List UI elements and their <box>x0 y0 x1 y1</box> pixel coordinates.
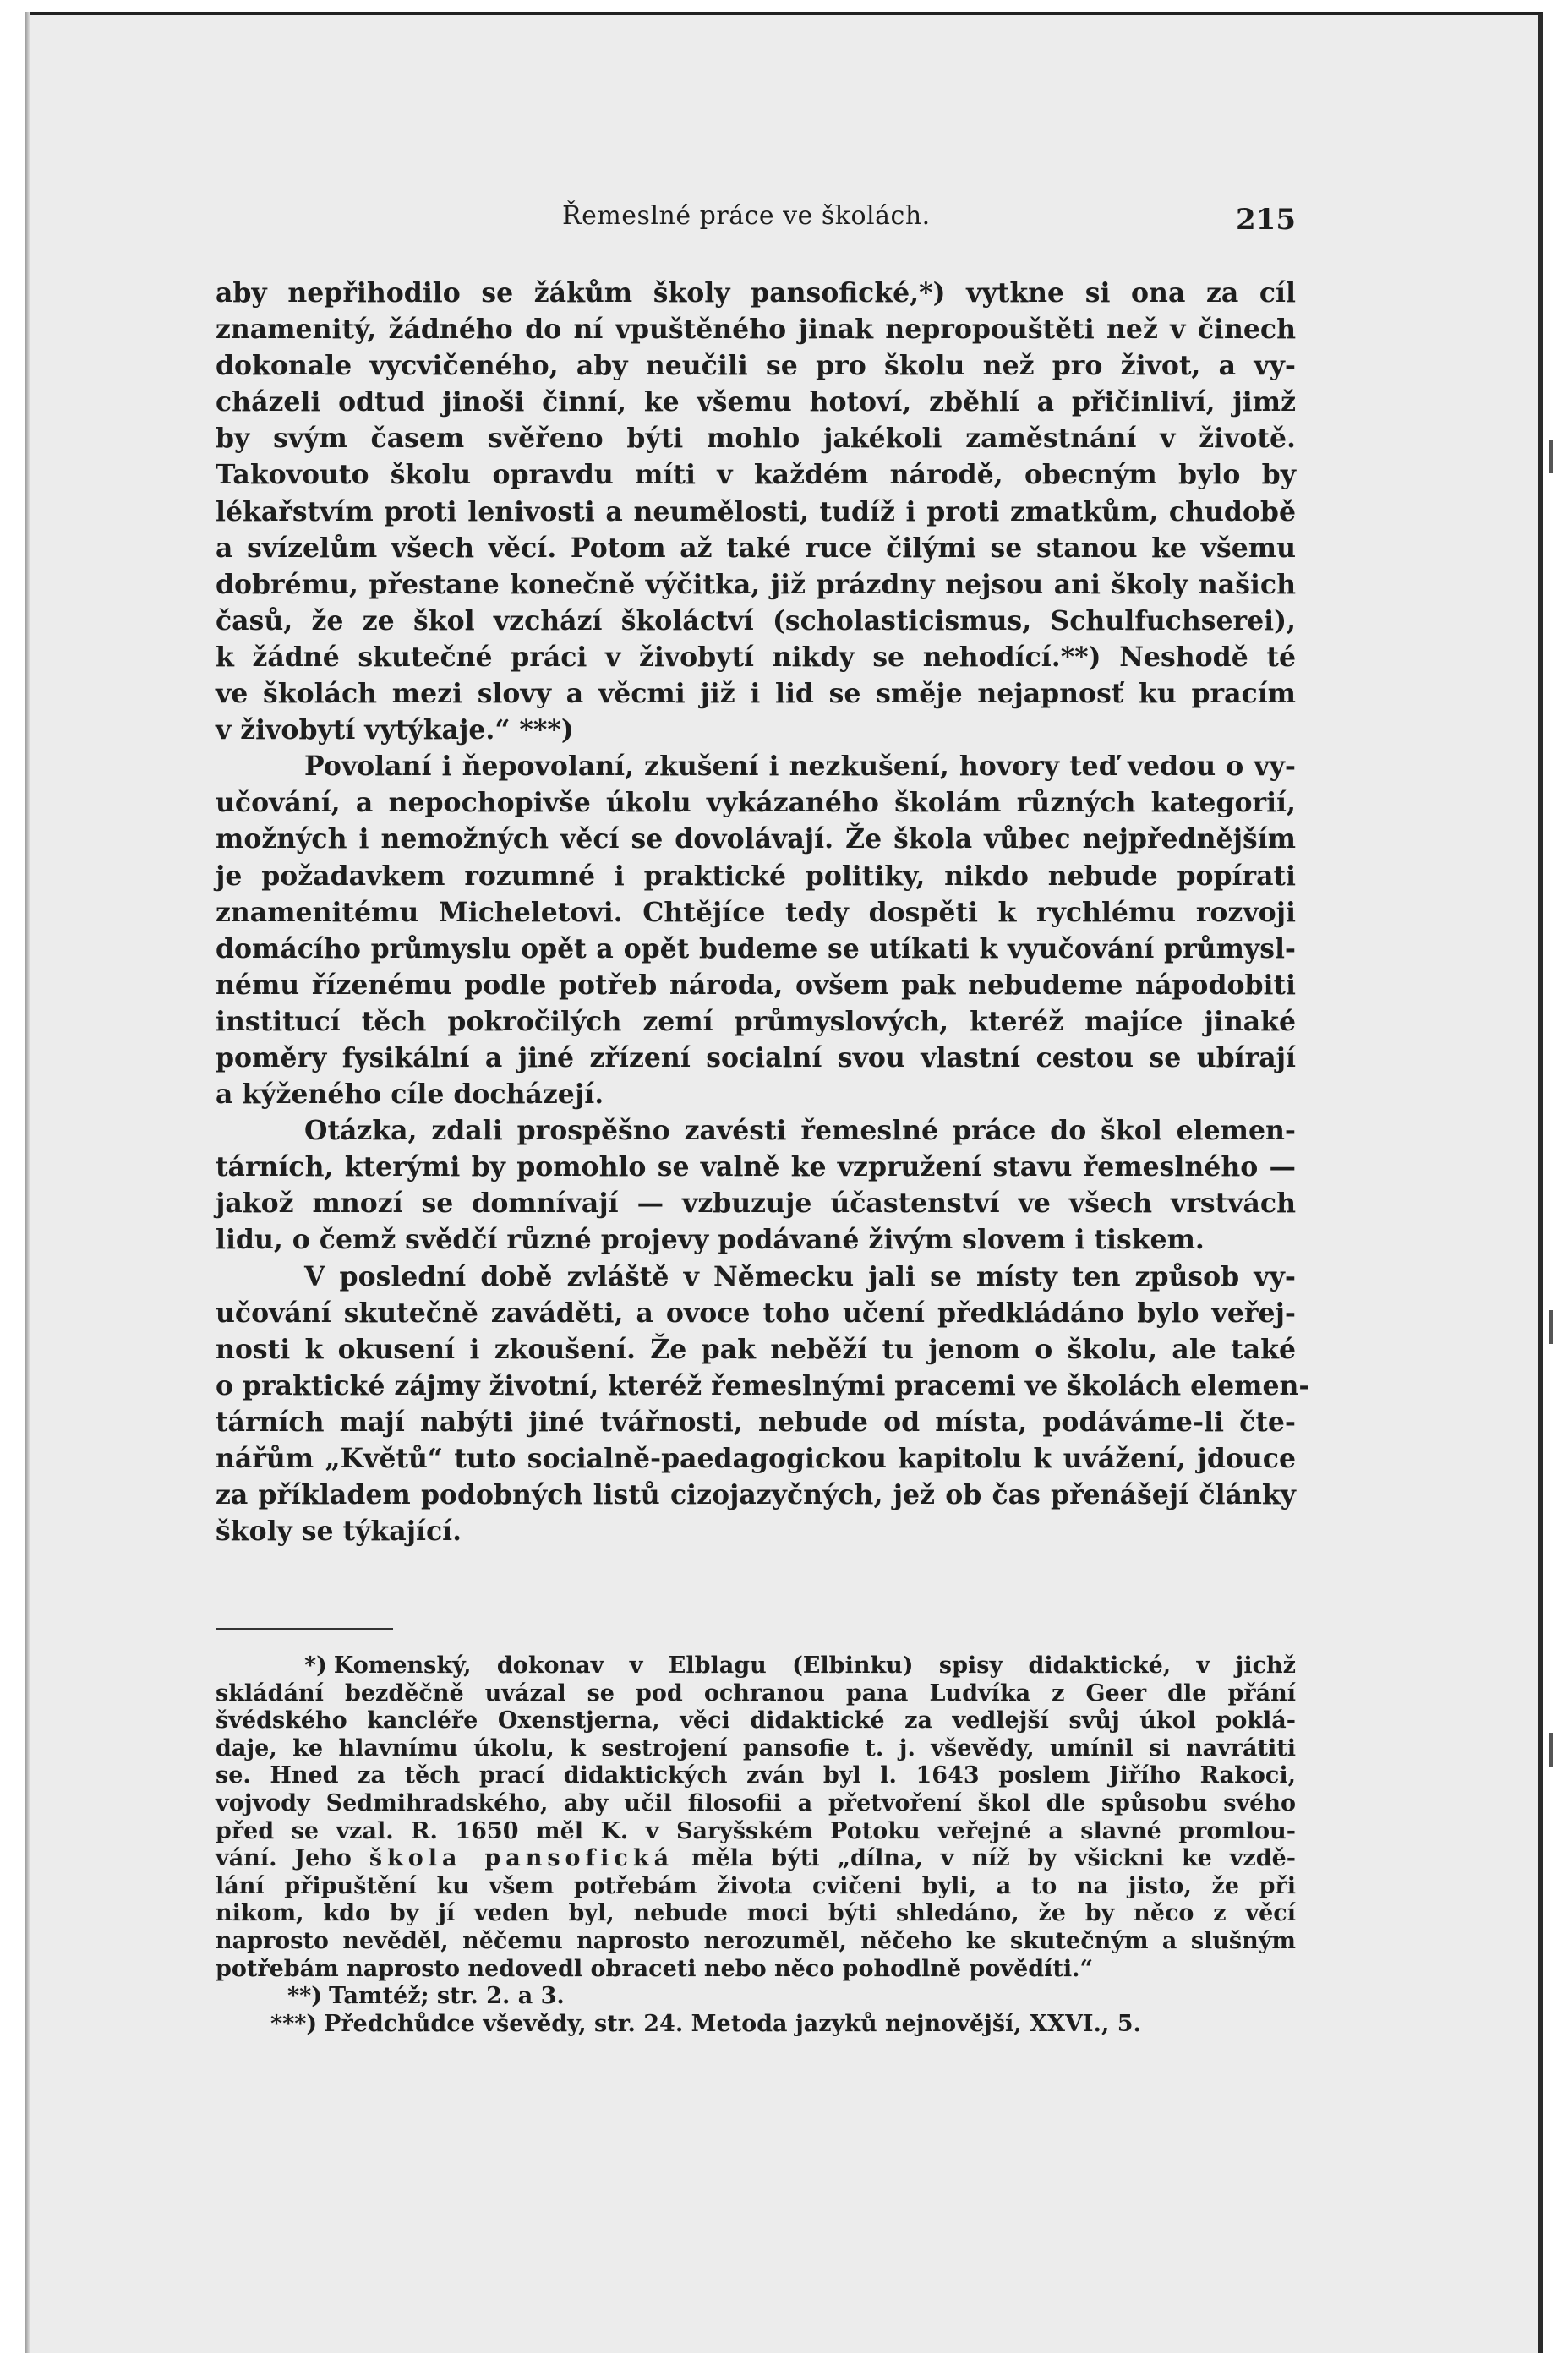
text-line: o praktické zájmy životní, kteréž řemeslnými pracemi ve školách elemen- <box>216 1369 1310 1401</box>
text-line: cházeli odtud jinoši činní, ke všemu hotoví, zběhlí a přičinliví, jimž <box>216 386 1296 418</box>
footnote-line <box>216 1845 1296 1873</box>
footnote-marker: *) <box>304 1652 327 1679</box>
footnote-marker: **) <box>287 1983 323 2010</box>
text-line: Povolaní i ňepovolaní, zkušení i nezkušení, hovory teď vedou o vy- <box>304 751 1296 783</box>
text-line: nářům „Květů“ tuto socialně-paedagogickou kapitolu k uvážení, jdouce <box>216 1443 1296 1474</box>
running-title: Řemeslné práce ve školách. <box>562 201 931 231</box>
paragraph <box>216 275 1296 748</box>
text-line: by svým časem svěřeno býti mohlo jakékoli zaměstnání v životě. <box>216 423 1296 455</box>
edge-marks <box>1544 338 1553 2029</box>
text-line: znamenitému Micheletovi. Chtějíce tedy dospěti k rychlému rozvoji <box>216 896 1296 928</box>
footnote-line: se. Hned za těch prací didaktických zván byl l. 1643 poslem Jiřího Rakoci, <box>216 1762 1296 1789</box>
edge-mark <box>1549 440 1553 473</box>
text-line: nému řízenému podle potřeb národa, ovšem pak nebudeme nápodobiti <box>216 969 1296 1001</box>
text-line: ve školách mezi slovy a věcmi již i lid se směje nejapnosť ku pracím <box>216 678 1296 710</box>
footnote-line: lání připuštění ku všem potřebám života cvičeni byli, a to na jisto, že při <box>216 1872 1296 1899</box>
footnote-line <box>216 1652 1296 1680</box>
edge-mark <box>1549 1310 1553 1344</box>
emphasized-text: škola pansofická <box>369 1845 675 1872</box>
footnote-line: skládání bezděčně uvázal se pod ochranou pana Ludvíka z Geer dle přání <box>216 1680 1296 1707</box>
text-line: poměry fysikální a jiné zřízení socialní svou vlastní cestou se ubírají <box>216 1041 1296 1073</box>
footnote-line: před se vzal. R. 1650 měl K. v Saryšském Potoku veřejné a slavné promlou- <box>216 1817 1296 1844</box>
text-line: institucí těch pokročilých zemí průmyslových, kteréž majíce jinaké <box>216 1005 1296 1037</box>
text-line: možných i nemožných věcí se dovolávají. Že škola vůbec nejpřednějším <box>216 823 1296 855</box>
paragraph <box>216 1112 1296 1258</box>
paragraph <box>216 1259 1310 1550</box>
page-number: 215 <box>1236 203 1296 237</box>
text-line: nosti k okusení i zkoušení. Že pak neběží tu jenom o školu, ale také <box>216 1333 1296 1365</box>
text-line: V poslední době zvláště v Německu jali se místy ten způsob vy- <box>304 1260 1296 1292</box>
footnote-text: Předchůdce vševědy, str. 24. Metoda jazyků nejnovější, XXVI., 5. <box>324 2010 1141 2037</box>
footnote <box>216 1652 1296 1983</box>
text-line: za příkladem podobných listů cizojazyčných, jež ob čas přenášejí články <box>216 1479 1296 1511</box>
paragraph <box>216 748 1296 1112</box>
text-line: aby nepřihodilo se žákům školy pansofické,*) vytkne si ona za cíl <box>216 277 1296 309</box>
text-line: znamenitý, žádného do ní vpuštěného jinak nepropouštěti než v činech <box>216 314 1296 346</box>
text-line: lékařstvím proti lenivosti a neumělosti, tudíž i proti zmatkům, chudobě <box>216 495 1296 527</box>
footnotes <box>216 1652 1296 2038</box>
text-line: jakož mnozí se domnívají — vzbuzuje účastenství ve všech vrstvách <box>216 1188 1296 1220</box>
footnote <box>216 2011 1296 2039</box>
text-line: a svízelům všech věcí. Potom až také ruce čilými se stanou ke všemu <box>216 532 1296 564</box>
footnote-line: naprosto nevěděl, něčemu naprosto nerozuměl, něčeho ke skutečným a slušným <box>216 1927 1296 1954</box>
text-line: tárních mají nabýti jiné tvářnosti, nebude od místa, podáváme-li čte- <box>216 1406 1296 1438</box>
text-line: Takovouto školu opravdu míti v každém národě, obecným bylo by <box>216 459 1296 491</box>
page-shadow <box>25 12 30 2353</box>
text-line: dokonale vycvičeného, aby neučili se pro školu než pro život, a vy- <box>216 350 1296 382</box>
footnote-text: Tamtéž; str. 2. a 3. <box>329 1983 565 2010</box>
text-line: v živobytí vytýkaje.“ ***) <box>216 714 574 746</box>
footnote-line: daje, ke hlavnímu úkolu, k sestrojení pansofie t. j. vševědy, umínil si navrátiti <box>216 1734 1296 1761</box>
body-text <box>216 275 1310 1549</box>
edge-mark <box>1549 1733 1553 1767</box>
footnote-line: potřebám naprosto nedovedl obraceti nebo něco pohodlně povědíti.“ <box>216 1955 1094 1982</box>
text-line: dobrému, přestane konečně výčitka, již prázdny nejsou ani školy našich <box>216 568 1296 600</box>
footnote-text: vání. Jeho <box>216 1845 352 1872</box>
footnote-line: vojvody Sedmihradského, aby učil filosofii a přetvoření škol dle spůsobu svého <box>216 1789 1296 1816</box>
text-line: školy se týkající. <box>216 1516 462 1548</box>
text-line: tárních, kterými by pomohlo se valně ke vzpružení stavu řemeslného — <box>216 1151 1296 1183</box>
text-line: Otázka, zdali prospěšno zavésti řemeslné práce do škol elemen- <box>304 1115 1296 1147</box>
page-header <box>216 201 1296 243</box>
text-line: k žádné skutečné práci v živobytí nikdy se nehodící.**) Neshodě té <box>216 641 1296 673</box>
text-line: učování, a nepochopivše úkolu vykázaného školám různých kategorií, <box>216 787 1296 819</box>
text-line: a kýženého cíle docházejí. <box>216 1079 604 1111</box>
footnote-line: švédského kancléře Oxenstjerna, věci didaktické za vedlejší svůj úkol poklá- <box>216 1707 1296 1734</box>
footnote-marker: ***) <box>270 2010 318 2037</box>
text-line: domácího průmyslu opět a opět budeme se utíkati k vyučování průmysl- <box>216 932 1296 964</box>
text-line: lidu, o čemž svědčí různé projevy podávané živým slovem i tiskem. <box>216 1224 1205 1256</box>
footnote-text: měla býti „dílna, v níž by všickni ke vzdě- <box>691 1845 1296 1872</box>
footnote-text: Komenský, dokonav v Elblagu (Elbinku) spisy didaktické, v jichž <box>333 1652 1296 1679</box>
text-line: časů, že ze škol vzchází školáctví (scholasticismus, Schulfuchserei), <box>216 604 1296 636</box>
text-line: je požadavkem rozumné i praktické politiky, nikdo nebude popírati <box>216 860 1296 892</box>
footnote <box>216 1983 1296 2011</box>
footnote-line: nikom, kdo by jí veden byl, nebude moci býti shledáno, že by něco z věcí <box>216 1900 1296 1927</box>
footnote-rule <box>216 1628 393 1630</box>
text-line: učování skutečně zaváděti, a ovoce toho učení předkládáno bylo veřej- <box>216 1297 1296 1329</box>
